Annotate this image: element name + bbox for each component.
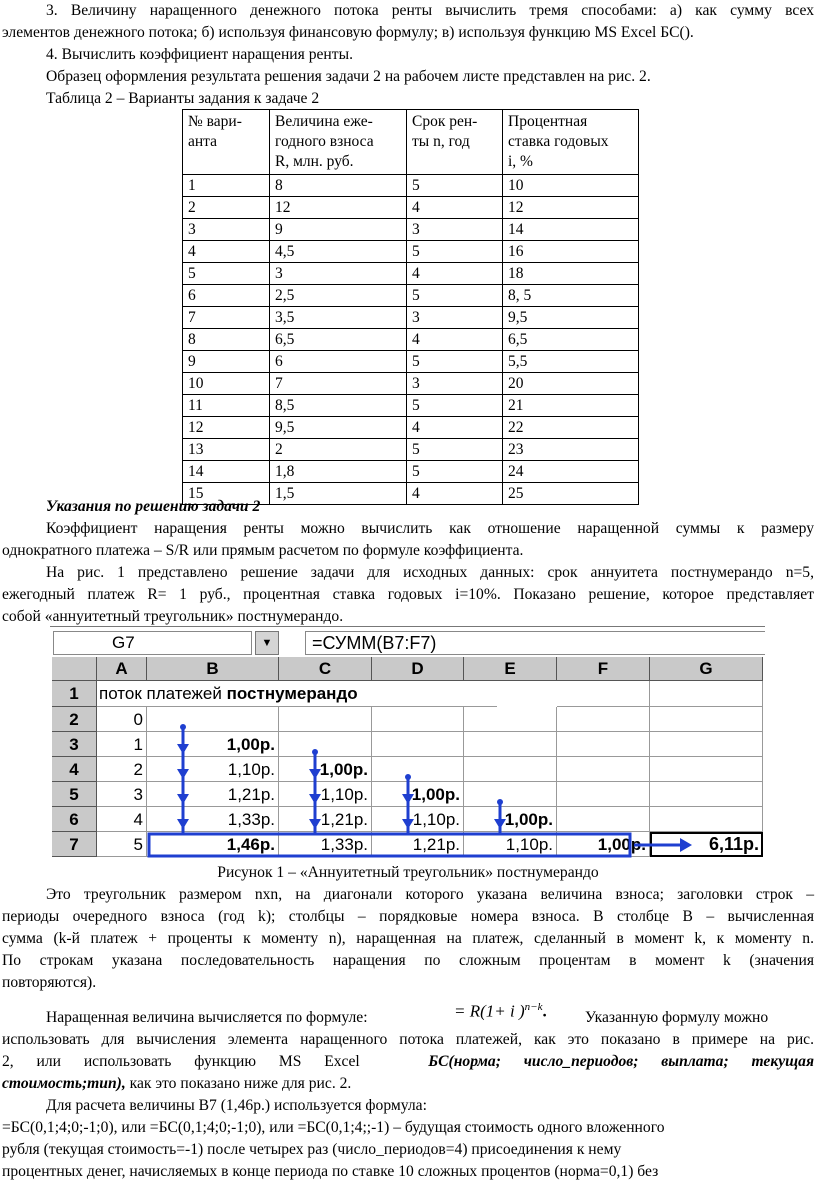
cell-a7[interactable]: 5: [97, 832, 147, 857]
excel-screenshot: [50, 626, 765, 862]
header-payment: Величина еже- годного взноса R, млн. руб.: [270, 110, 407, 175]
body-p4-line2: использовать для вычисления элемента наращенного потока платежей, как это показано в примере на рис.: [2, 1031, 814, 1048]
body-p3-line2: периоды очередного взноса (год k); столбцы – порядковые номера взноса. В столбце B – вычисленная: [2, 908, 814, 925]
chevron-down-icon[interactable]: ▼: [255, 631, 279, 655]
table-row: [183, 439, 639, 461]
table-cell: 2,5: [270, 285, 407, 307]
sum-arrow-head: [680, 838, 692, 852]
table-cell: 1,5: [270, 483, 407, 505]
table-row: [183, 329, 639, 351]
table-cell: 24: [503, 461, 639, 483]
table-cell: 12: [503, 197, 639, 219]
body-p6-line3: процентных денег, начисляемых в конце периода по ставке 10 сложных процентов (норма=0,1) без: [2, 1163, 659, 1180]
cell-c4[interactable]: 1,00р.: [279, 757, 372, 782]
body-p3-line5: повторяются).: [2, 974, 97, 991]
table-cell: 4: [407, 197, 503, 219]
arrow-overlay: [50, 626, 765, 862]
row-header-2[interactable]: 2: [52, 707, 97, 732]
table-cell: 5: [407, 351, 503, 373]
guide-p2-line2: ежегодный платеж R= 1 руб., процентная ставка годовых i=10%. Показано решение, которое представляет: [2, 586, 814, 603]
table-cell: 9,5: [270, 417, 407, 439]
body-p4-end: Указанную формулу можно: [585, 1009, 769, 1026]
arrow-head: [402, 794, 414, 804]
row-header-3[interactable]: 3: [52, 732, 97, 757]
table-cell: 4: [407, 329, 503, 351]
guide-p2-line1: На рис. 1 представлено решение задачи для исходных данных: срок аннуитета постнумерандо n=5,: [46, 564, 814, 581]
table-row: [183, 175, 639, 197]
table-cell: 3: [407, 373, 503, 395]
table-cell: 20: [503, 373, 639, 395]
guide-heading: Указания по решению задачи 2: [46, 498, 261, 515]
body-p3-line3: сумма (k-й платеж + проценты к моменту n), наращенная на платеж, сделанный в момент k, к моменту n.: [2, 930, 814, 947]
body-p6-line2: рубля (текущая стоимость=-1) после четырех раз (число_периодов=4) присоединения к нему: [2, 1141, 622, 1158]
cell-b6[interactable]: 1,33р.: [147, 807, 279, 832]
cell-e6[interactable]: 1,00р.: [464, 807, 557, 832]
table-cell: 5: [183, 263, 270, 285]
table-cell: 7: [183, 307, 270, 329]
column-header-b[interactable]: B: [147, 657, 279, 681]
table-cell: 3: [183, 219, 270, 241]
item4: 4. Вычислить коэффициент наращения ренты.: [46, 46, 353, 63]
table-cell: 3,5: [270, 307, 407, 329]
table-cell: 1: [183, 175, 270, 197]
cell-c7[interactable]: 1,33р.: [279, 832, 372, 857]
table-cell: 14: [503, 219, 639, 241]
guide-p1-line1: Коэффициент наращения ренты можно вычислить как отношение наращенной суммы к размеру: [46, 520, 814, 537]
table-cell: 15: [183, 483, 270, 505]
body-p4-line3: 2, или использовать функцию MS Excel БС(норма; число_периодов; выплата; текущая: [2, 1053, 814, 1070]
table-cell: 13: [183, 439, 270, 461]
column-header-d[interactable]: D: [372, 657, 464, 681]
table-cell: 6: [183, 285, 270, 307]
column-header-f[interactable]: F: [557, 657, 650, 681]
table-cell: 1,8: [270, 461, 407, 483]
cell-c5[interactable]: 1,10р.: [279, 782, 372, 807]
table-row: [183, 197, 639, 219]
table-row: [183, 373, 639, 395]
table-cell: 5: [407, 395, 503, 417]
row-header-4[interactable]: 4: [52, 757, 97, 782]
table-row: [183, 307, 639, 329]
item3-line2: элементов денежного потока; б) используя финансовую формулу; в) используя функцию MS Excel БС().: [2, 24, 694, 41]
row-header-6[interactable]: 6: [52, 807, 97, 832]
cell-b4[interactable]: 1,10р.: [147, 757, 279, 782]
table-row: [183, 263, 639, 285]
header-term: Срок рен- ты n, год: [407, 110, 503, 175]
table-header-row: [183, 110, 639, 175]
table-cell: 8,5: [270, 395, 407, 417]
formula-input[interactable]: =СУММ(B7:F7): [305, 631, 765, 655]
cell-a4[interactable]: 2: [97, 757, 147, 782]
table-cell: 5: [407, 285, 503, 307]
table-cell: 4: [407, 263, 503, 285]
table-cell: 16: [503, 241, 639, 263]
table-cell: 5: [407, 439, 503, 461]
table-cell: 2: [270, 439, 407, 461]
table-cell: 7: [270, 373, 407, 395]
table-cell: 12: [183, 417, 270, 439]
arrow-head: [402, 819, 414, 829]
table-cell: 5,5: [503, 351, 639, 373]
row-header-5[interactable]: 5: [52, 782, 97, 807]
figure-caption: Рисунок 1 – «Аннуитетный треугольник» постнумерандо: [217, 864, 599, 881]
body-p4-start: Наращенная величина вычисляется по формуле:: [46, 1009, 368, 1026]
table-cell: 11: [183, 395, 270, 417]
arrow-head: [177, 794, 189, 804]
table-title: Таблица 2 – Варианты задания к задаче 2: [46, 90, 320, 107]
table-cell: 18: [503, 263, 639, 285]
table-row: [183, 395, 639, 417]
cell-a3[interactable]: 1: [97, 732, 147, 757]
cell-d5[interactable]: 1,00р.: [372, 782, 464, 807]
table-cell: 12: [270, 197, 407, 219]
table-cell: 8: [183, 329, 270, 351]
table-cell: 9: [183, 351, 270, 373]
arrow-head: [177, 769, 189, 779]
table-row: [183, 417, 639, 439]
table-cell: 3: [407, 219, 503, 241]
cell-f7[interactable]: 1,00р.: [557, 832, 650, 857]
table-cell: 6,5: [270, 329, 407, 351]
cell-g7[interactable]: 6,11р.: [650, 832, 763, 857]
arrow-head: [309, 794, 321, 804]
cell-d7[interactable]: 1,21р.: [372, 832, 464, 857]
name-box[interactable]: G7 ▼: [53, 631, 252, 655]
table-cell: 3: [270, 263, 407, 285]
cell-e7[interactable]: 1,10р.: [464, 832, 557, 857]
body-p3-line4: По строкам указана последовательность наращения по сложным процентам в момент k (значения: [2, 952, 814, 969]
table-cell: 4,5: [270, 241, 407, 263]
column-header-g[interactable]: G: [650, 657, 763, 681]
table-cell: 6,5: [503, 329, 639, 351]
table-row: [183, 219, 639, 241]
table-cell: 5: [407, 241, 503, 263]
cell-a2[interactable]: 0: [97, 707, 147, 732]
table-cell: 23: [503, 439, 639, 461]
table-cell: 21: [503, 395, 639, 417]
cell-b5[interactable]: 1,21р.: [147, 782, 279, 807]
column-header-c[interactable]: C: [279, 657, 372, 681]
table-row: [183, 461, 639, 483]
cell-c6[interactable]: 1,21р.: [279, 807, 372, 832]
guide-p2-line3: собой «аннуитетный треугольник» постнумерандо.: [2, 608, 344, 625]
table-cell: 25: [503, 483, 639, 505]
item3-line1: 3. Величину наращенного денежного потока ренты вычислить тремя способами: а) как сумму всех: [46, 2, 814, 19]
cell-a5[interactable]: 3: [97, 782, 147, 807]
table-cell: 8: [270, 175, 407, 197]
formula-image: = R(1+ i )$^{n-k}$.: [454, 1001, 547, 1021]
header-rate: Процентная ставка годовых i, %: [503, 110, 639, 175]
table-cell: 2: [183, 197, 270, 219]
arrow-head: [309, 769, 321, 779]
variants-table: [182, 109, 639, 505]
header-variant: № вари- анта: [183, 110, 270, 175]
table-cell: 14: [183, 461, 270, 483]
table-cell: 4: [407, 417, 503, 439]
table-cell: 4: [407, 483, 503, 505]
column-header-e[interactable]: E: [464, 657, 557, 681]
table-cell: 8, 5: [503, 285, 639, 307]
body-p3-line1: Это треугольник размером nxn, на диагонали которого указана величина взноса; заголовки строк –: [46, 886, 814, 903]
table-cell: 3: [407, 307, 503, 329]
table-cell: 9: [270, 219, 407, 241]
table-cell: 22: [503, 417, 639, 439]
body-p4-line4: стоимость;тип), как это показано ниже для рис. 2.: [2, 1075, 352, 1092]
body-p6-line1: =БС(0,1;4;0;-1;0), или =БС(0,1;4;0;-1;0), или =БС(0,1;4;;-1) – будущая стоимость одного вложенного: [2, 1119, 665, 1136]
cell-b3[interactable]: 1,00р.: [147, 732, 279, 757]
table-cell: 4: [183, 241, 270, 263]
arrow-head: [177, 819, 189, 829]
cell-b7[interactable]: 1,46р.: [147, 832, 279, 857]
arrow-head: [309, 819, 321, 829]
table-cell: 5: [407, 461, 503, 483]
table-row: [183, 241, 639, 263]
arrow-head: [494, 819, 506, 829]
row7-highlight: [149, 834, 630, 856]
table-cell: 10: [503, 175, 639, 197]
cell-a6[interactable]: 4: [97, 807, 147, 832]
body-p5: Для расчета величины B7 (1,46р.) используется формула:: [46, 1097, 427, 1114]
table-cell: 6: [270, 351, 407, 373]
table-row: [183, 285, 639, 307]
cell-a1[interactable]: поток платежей постнумерандо: [97, 681, 497, 707]
cell-d6[interactable]: 1,10р.: [372, 807, 464, 832]
column-header-a[interactable]: A: [97, 657, 147, 681]
table-cell: 10: [183, 373, 270, 395]
row-header-7[interactable]: 7: [52, 832, 97, 857]
table-cell: 5: [407, 175, 503, 197]
table-row: [183, 351, 639, 373]
sample-note: Образец оформления результата решения задачи 2 на рабочем листе представлен на рис. 2.: [46, 68, 651, 85]
row-header-1[interactable]: 1: [52, 681, 97, 707]
arrow-head: [177, 744, 189, 754]
guide-p1-line2: однократного платежа – S/R или прямым расчетом по формуле коэффициента.: [2, 542, 524, 559]
table-cell: 9,5: [503, 307, 639, 329]
